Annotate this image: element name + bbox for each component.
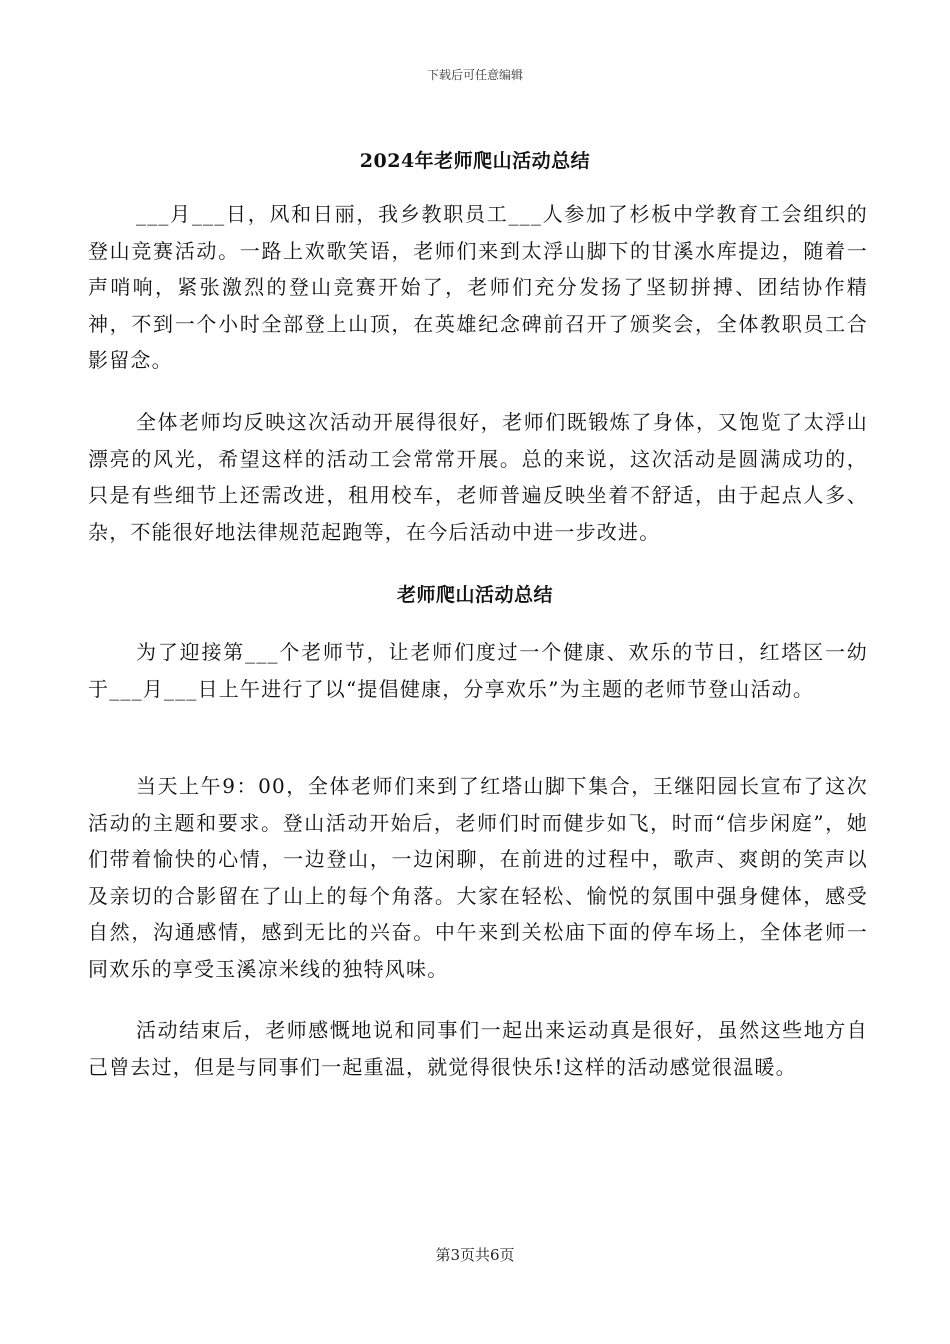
page-header: 下载后可任意编辑 [426,68,523,82]
section-title-1: 2024年老师爬山活动总结 [359,150,591,172]
paragraph: 当天上午9：00，全体老师们来到了红塔山脚下集合，王继阳园长宣布了这次活动的主题和要求。登山活动开始后，老师们时而健步如飞，时而“信步闲庭”，她们带着愉快的心情，一边登山，一边闲聊，在前进的过程中，歌声、爽朗的笑声以及亲切的合影留在了山上的每个角落。大家在轻松、愉悦的氛围中强身健体，感受自然，沟通感情，感到无比的兴奋。中午来到关松庙下面的停车场上，全体老师一同欢乐的享受玉溪凉米线的独特风味。 [88,774,868,981]
paragraph: ___月___日，风和日丽，我乡教职员工___人参加了杉板中学教育工会组织的登山竞赛活动。一路上欢歌笑语，老师们来到太浮山脚下的甘溪水库提边，随着一声哨响，紧张激烈的登山竞赛开始了，老师们充分发扬了坚韧拼搏、团结协作精神，不到一个小时全部登上山顶，在英雄纪念碑前召开了颁奖会，全体教职员工合影留念。 [88,202,868,372]
paragraph: 活动结束后，老师感慨地说和同事们一起出来运动真是很好，虽然这些地方自己曾去过，但是与同事们一起重温，就觉得很快乐!这样的活动感觉很温暖。 [88,1018,868,1079]
page-number: 第3页共6页 [435,1246,515,1264]
paragraph: 为了迎接第___个老师节，让老师们度过一个健康、欢乐的节日，红塔区一幼于___月___日上午进行了以“提倡健康，分享欢乐”为主题的老师节登山活动。 [88,640,868,701]
paragraph: 全体老师均反映这次活动开展得很好，老师们既锻炼了身体，又饱览了太浮山漂亮的风光，希望这样的活动工会常常开展。总的来说，这次活动是圆满成功的，只是有些细节上还需改进，租用校车，老师普遍反映坐着不舒适，由于起点人多、杂，不能很好地法律规范起跑等，在今后活动中进一步改进。 [88,410,868,544]
section-title-2: 老师爬山活动总结 [396,584,553,606]
